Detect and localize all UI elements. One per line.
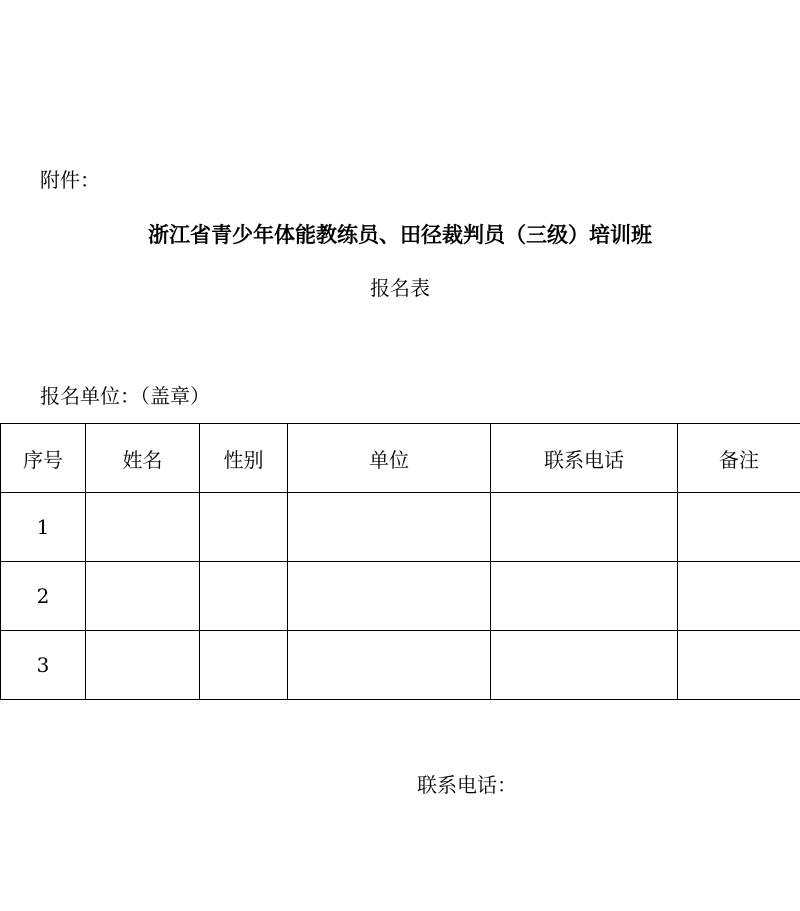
document-subtitle: 报名表 [370,276,430,300]
table-header-row [1,424,800,493]
header-unit: 单位 [288,424,491,493]
table-row [1,493,800,562]
header-serial-number: 序号 [1,424,86,493]
cell-name [86,562,200,631]
table-row [1,562,800,631]
cell-serial-number: 1 [1,493,86,562]
cell-gender [200,631,288,700]
cell-serial-number: 2 [1,562,86,631]
document-title: 浙江省青少年体能教练员、田径裁判员（三级）培训班 [148,222,652,247]
contact-phone-label: 联系电话： [417,773,517,797]
cell-gender [200,493,288,562]
cell-phone [491,562,678,631]
cell-unit [288,631,491,700]
cell-name [86,631,200,700]
cell-remarks [678,631,800,700]
cell-remarks [678,562,800,631]
header-gender: 性别 [200,424,288,493]
cell-phone [491,493,678,562]
header-remarks: 备注 [678,424,800,493]
cell-serial-number: 3 [1,631,86,700]
attachment-label: 附件： [40,168,100,192]
cell-name [86,493,200,562]
cell-unit [288,562,491,631]
cell-phone [491,631,678,700]
header-name: 姓名 [86,424,200,493]
cell-remarks [678,493,800,562]
cell-gender [200,562,288,631]
header-phone: 联系电话 [491,424,678,493]
cell-unit [288,493,491,562]
registration-table [0,423,800,700]
registration-unit-label: 报名单位：（盖章） [40,384,210,408]
table-row [1,631,800,700]
